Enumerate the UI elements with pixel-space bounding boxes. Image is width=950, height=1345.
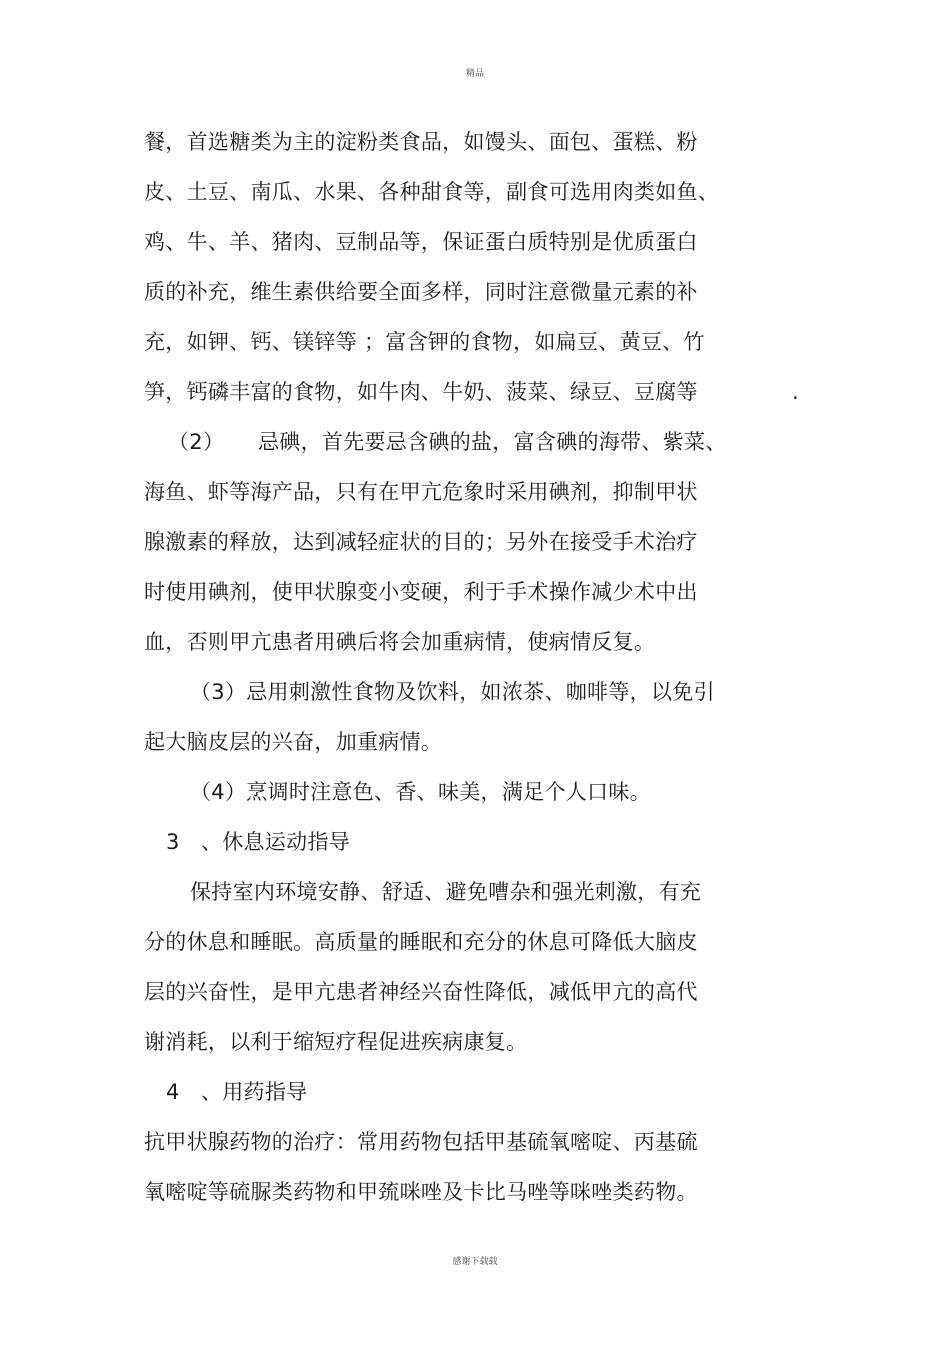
page-header: 精品 <box>465 69 484 79</box>
body-line: 皮、土豆、南瓜、水果、各种甜食等，副食可选用肉类如鱼、 <box>144 180 720 204</box>
body-line: 腺激素的释放，达到减轻症状的目的；另外在接受手术治疗 <box>144 530 698 554</box>
body-line: （3）忌用刺激性食物及饮料，如浓茶、咖啡等，以免引 <box>190 680 715 704</box>
body-line: 起大脑皮层的兴奋，加重病情。 <box>144 730 443 754</box>
body-line: 层的兴奋性，是甲亢患者神经兴奋性降低，减低甲亢的高代 <box>144 980 698 1004</box>
body-line: 质的补充，维生素供给要全面多样，同时注意微量元素的补 <box>144 280 698 304</box>
page-footer: 感谢下载载 <box>452 1257 498 1267</box>
body-line: 海鱼、虾等海产品，只有在甲亢危象时采用碘剂，抑制甲状 <box>144 480 698 504</box>
body-line: 餐，首选糖类为主的淀粉类食品，如馒头、面包、蛋糕、粉 <box>144 130 698 154</box>
body-line: 鸡、牛、羊、猪肉、豆制品等，保证蛋白质特别是优质蛋白 <box>144 230 698 254</box>
section-heading-3: 3 、休息运动指导 <box>166 830 351 854</box>
body-line: 谢消耗，以利于缩短疗程促进疾病康复。 <box>144 1030 528 1054</box>
body-line: 分的休息和睡眠。高质量的睡眠和充分的休息可降低大脑皮 <box>144 930 698 954</box>
body-line: 抗甲状腺药物的治疗：常用药物包括甲基硫氧嘧啶、丙基硫 <box>144 1130 698 1154</box>
body-line: 笋，钙磷丰富的食物，如牛肉、牛奶、菠菜、绿豆、豆腐等 <box>144 380 698 404</box>
trailing-period: . <box>792 380 799 404</box>
body-line: 血，否则甲亢患者用碘后将会加重病情，使病情反复。 <box>144 630 656 654</box>
body-line: 氧嘧啶等硫脲类药物和甲巯咪唑及卡比马唑等咪唑类药物。 <box>144 1180 698 1204</box>
item-number-2: （2） <box>168 430 225 454</box>
body-line: 充，如钾、钙、镁锌等 ；富含钾的食物，如扁豆、黄豆、竹 <box>144 330 705 354</box>
body-line: 忌碘，首先要忌含碘的盐，富含碘的海带、紫菜、 <box>258 430 727 454</box>
body-line: 保持室内环境安静、舒适、避免嘈杂和强光刺激，有充 <box>190 880 702 904</box>
section-heading-4: 4 、用药指导 <box>166 1080 308 1104</box>
body-line: （4）烹调时注意色、香、味美，满足个人口味。 <box>190 780 651 804</box>
body-line: 时使用碘剂，使甲状腺变小变硬，利于手术操作减少术中出 <box>144 580 698 604</box>
